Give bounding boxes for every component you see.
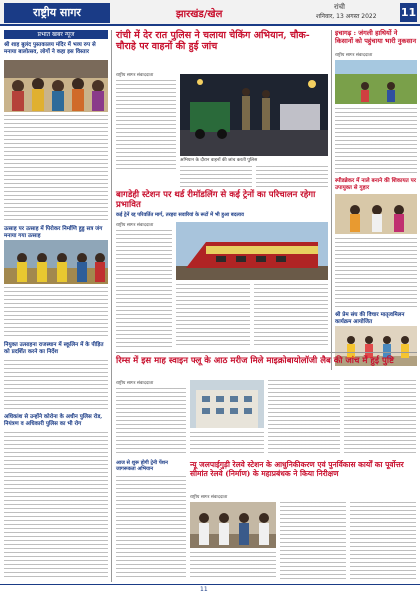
date-label: शनिवार, 13 अगस्त 2022 bbox=[316, 13, 377, 20]
hospital-photo-icon bbox=[190, 380, 264, 428]
small-story-body bbox=[116, 476, 186, 580]
left-story1-body bbox=[4, 115, 108, 223]
train-body-col1 bbox=[116, 230, 172, 348]
lead-photo bbox=[180, 74, 328, 156]
police-checking-photo-icon bbox=[180, 74, 328, 156]
city-label: रांची bbox=[334, 3, 345, 11]
speedbreaker-headline: स्पीडब्रेकर में नाले बनाने की शिकायत पर उपायुक्त से गुहार bbox=[335, 178, 417, 191]
elephant-body bbox=[335, 108, 417, 174]
section-divider bbox=[116, 352, 417, 353]
flu-headline: रिम्स में इस माह स्वाइन फ्लू के आठ मरीज मिले माइक्रोबायोलॉजी लैब की जांच में हुई पुष्टि bbox=[116, 356, 395, 366]
train-byline: राष्ट्रीय सागर संवाददाता bbox=[116, 223, 154, 228]
train-body-col3 bbox=[254, 284, 328, 348]
left-story2-photo bbox=[4, 240, 108, 284]
lead-headline: रांची में देर रात पुलिस ने चलाया चेकिंग अभियान, चौक-चौराहे पर वाहनों की हुई जांच bbox=[116, 30, 310, 53]
meeting-photo-icon bbox=[335, 194, 417, 234]
crowd-photo-icon bbox=[4, 60, 108, 112]
flu-body-col3 bbox=[268, 380, 340, 456]
column-divider-right bbox=[331, 30, 332, 370]
train-photo-icon bbox=[176, 222, 328, 280]
flu-body-col1 bbox=[116, 388, 186, 456]
footer-rule bbox=[0, 584, 420, 585]
field-photo-icon bbox=[335, 60, 417, 104]
train-headline: बागडेही स्टेशन पर थर्ड रीमॉडलिंग से कई ट्रेनों का परिचालन रहेगा प्रभावित bbox=[116, 190, 316, 211]
elephant-headline: इचागढ़ : जंगली हाथियों ने किसानों को पहुंचाया भारी नुकसान bbox=[335, 29, 417, 45]
bottom-headline: न्यू जलपाईगुड़ी रेलवे स्टेशन के आधुनिकीकरण एवं पुनर्विकास कार्यों का पूर्वोत्तर सीमांत रेलवे (निर्माण) के महाप्रबंधक ने किया निरीक्षण bbox=[190, 460, 404, 478]
left-story1-photo bbox=[4, 60, 108, 112]
left-story2-body bbox=[4, 287, 108, 339]
sangh-headline: श्री प्रेम संघ की विचार मातृत्वमिलन कार्यक्रम आयोजित bbox=[335, 312, 405, 325]
left-story2-headline: उत्साह पर उत्साह में पिरोकर निर्माणि हुडु सत्र जंग मनाया गया उत्साह bbox=[4, 226, 103, 239]
small-story-headline: आज से शुरू होगी ट्रेनी पेंशन जागरूकता अभियान bbox=[116, 460, 168, 472]
footer-page-number: 11 bbox=[200, 586, 208, 593]
left-story3-headline: नियुक्त उत्साहना राजस्थान में स्कूलिन में के पीड़ित को प्रदर्शित करने का निर्देश bbox=[4, 342, 104, 355]
flu-photo bbox=[190, 380, 264, 428]
bottom-body-col3 bbox=[350, 502, 416, 580]
page-number: 11 bbox=[400, 3, 417, 22]
lead-body-col3 bbox=[256, 166, 328, 188]
bottom-byline: राष्ट्रीय सागर संवाददाता bbox=[190, 495, 228, 500]
newspaper-logo: राष्ट्रीय सागर bbox=[4, 3, 110, 23]
lead-caption: अभियान के दौरान वाहनों की जांच करती पुलिस bbox=[180, 158, 258, 163]
elephant-photo bbox=[335, 60, 417, 104]
elephant-byline: राष्ट्रीय सागर संवाददाता bbox=[335, 53, 373, 58]
train-body-col2 bbox=[176, 284, 250, 348]
bottom-body-col1 bbox=[190, 552, 276, 580]
left-story1-headline: श्री शाह बुलंद पुस्तकालय मंदिर में भव्य रुप से मनाया बालोत्सव, लोगों ने कहा इस विस्तार bbox=[4, 42, 96, 55]
group-photo-icon bbox=[4, 240, 108, 284]
bottom-photo bbox=[190, 502, 276, 548]
flu-byline: राष्ट्रीय सागर संवाददाता bbox=[116, 381, 154, 386]
section-title: झारखंड/खेल bbox=[176, 9, 223, 20]
lead-byline: राष्ट्रीय सागर संवाददाता bbox=[116, 73, 154, 78]
left-story4-headline: अधिकांश से उन्होंने कोरोना के अधीन पुलिस रोड, नियंत्रण व अधिकारी पुलिस का भी रोग bbox=[4, 414, 103, 427]
flu-body-col2 bbox=[190, 432, 264, 456]
train-subhead: कई ट्रेनें रद्द परिवर्तित मार्ग, तरहरा सवारियां के रूटों में भी हुआ बदलाव bbox=[116, 212, 244, 218]
lead-body-col2 bbox=[180, 166, 252, 188]
train-photo bbox=[176, 222, 328, 280]
flu-body-col4 bbox=[344, 380, 416, 456]
lead-body-col1 bbox=[116, 80, 176, 172]
speedbreaker-photo bbox=[335, 194, 417, 234]
bottom-body-col2 bbox=[280, 502, 346, 580]
left-story3-body bbox=[4, 360, 108, 412]
officials-photo-icon bbox=[190, 502, 276, 548]
speedbreaker-body bbox=[335, 238, 417, 308]
left-column-header: प्रभात खबर न्यूज bbox=[4, 30, 108, 39]
left-story4-body bbox=[4, 432, 108, 580]
column-divider bbox=[111, 30, 112, 582]
